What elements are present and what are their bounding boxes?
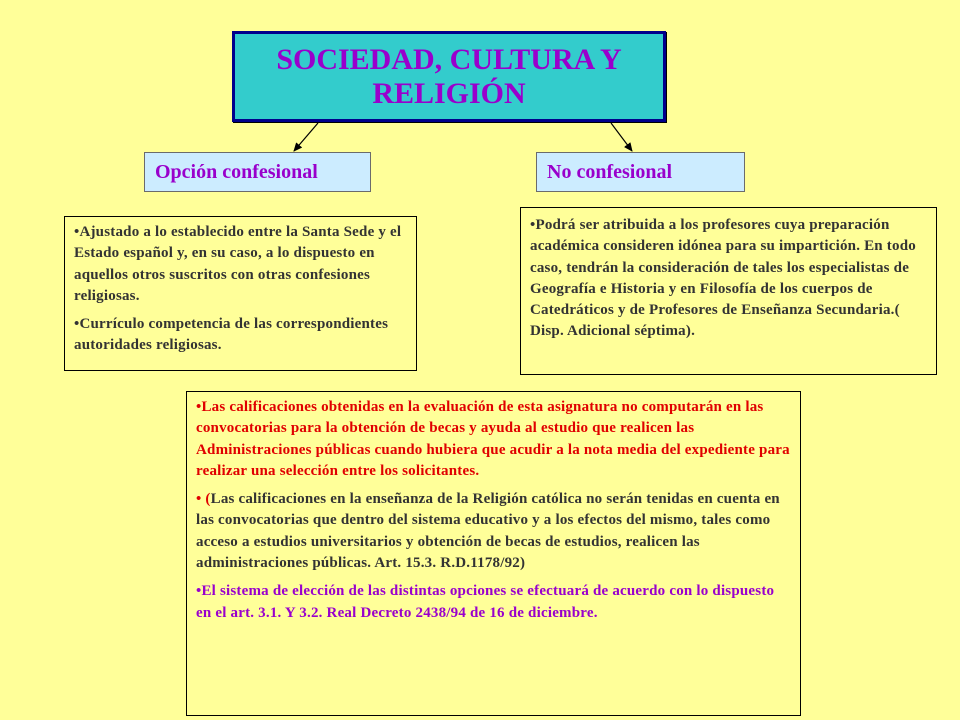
evaluation-note-2 — [196, 489, 790, 574]
option-no-confesional-label: No confesional — [547, 160, 672, 183]
confesional-details-box — [64, 216, 417, 371]
evaluation-notes-box — [186, 391, 801, 716]
title-box — [232, 31, 666, 122]
evaluation-note-2-text: Las calificaciones en la enseñanza de la Religión católica no serán tenidas en cuenta en las convocatorias que dentro del sistema educativo y a los efectos del mismo, tales como acceso a estudios universitarios y obtención de becas de estudios, realicen las administraciones públicas. Art. 15.3. R.D.1178/92) — [196, 491, 780, 572]
option-confesional-label: Opción confesional — [155, 160, 318, 183]
confesional-item-1: •Ajustado a lo establecido entre la Santa Sede y el Estado español y, en su caso, a lo dispuesto en aquellos otros suscritos con otras confesiones religiosas. — [74, 224, 402, 304]
evaluation-note-3: •El sistema de elección de las distintas opciones se efectuará de acuerdo con lo dispuesto en el art. 3.1. Y 3.2. Real Decreto 2438/94 de 16 de diciembre. — [196, 583, 775, 621]
title-text: SOCIEDAD, CULTURA Y RELIGIÓN — [276, 42, 622, 110]
arrow-to-confesional — [294, 123, 318, 151]
evaluation-note-1: •Las calificaciones obtenidas en la evaluación de esta asignatura no computarán en las convocatorias para la obtención de becas y ayuda al estudio que realicen las Administraciones públicas cuando hubiera que acudir a la nota media del expediente para realizar una selección entre los solicitantes. — [196, 399, 790, 479]
option-no-confesional — [536, 152, 745, 192]
arrow-to-no-confesional — [611, 123, 632, 151]
no-confesional-details-box — [520, 207, 937, 375]
no-confesional-item: •Podrá ser atribuida a los profesores cuya preparación académica consideren idónea para su impartición. En todo caso, tendrán la consideración de tales los especialistas de Geografía e Historia y en Filosofía de los cuerpos de Catedráticos y de Profesores de Enseñanza Secundaria.( Disp. Adicional séptima). — [530, 217, 916, 340]
confesional-item-2: •Currículo competencia de las correspondientes autoridades religiosas. — [74, 316, 389, 354]
option-confesional — [144, 152, 371, 192]
evaluation-note-2-bullet: • ( — [196, 491, 211, 508]
